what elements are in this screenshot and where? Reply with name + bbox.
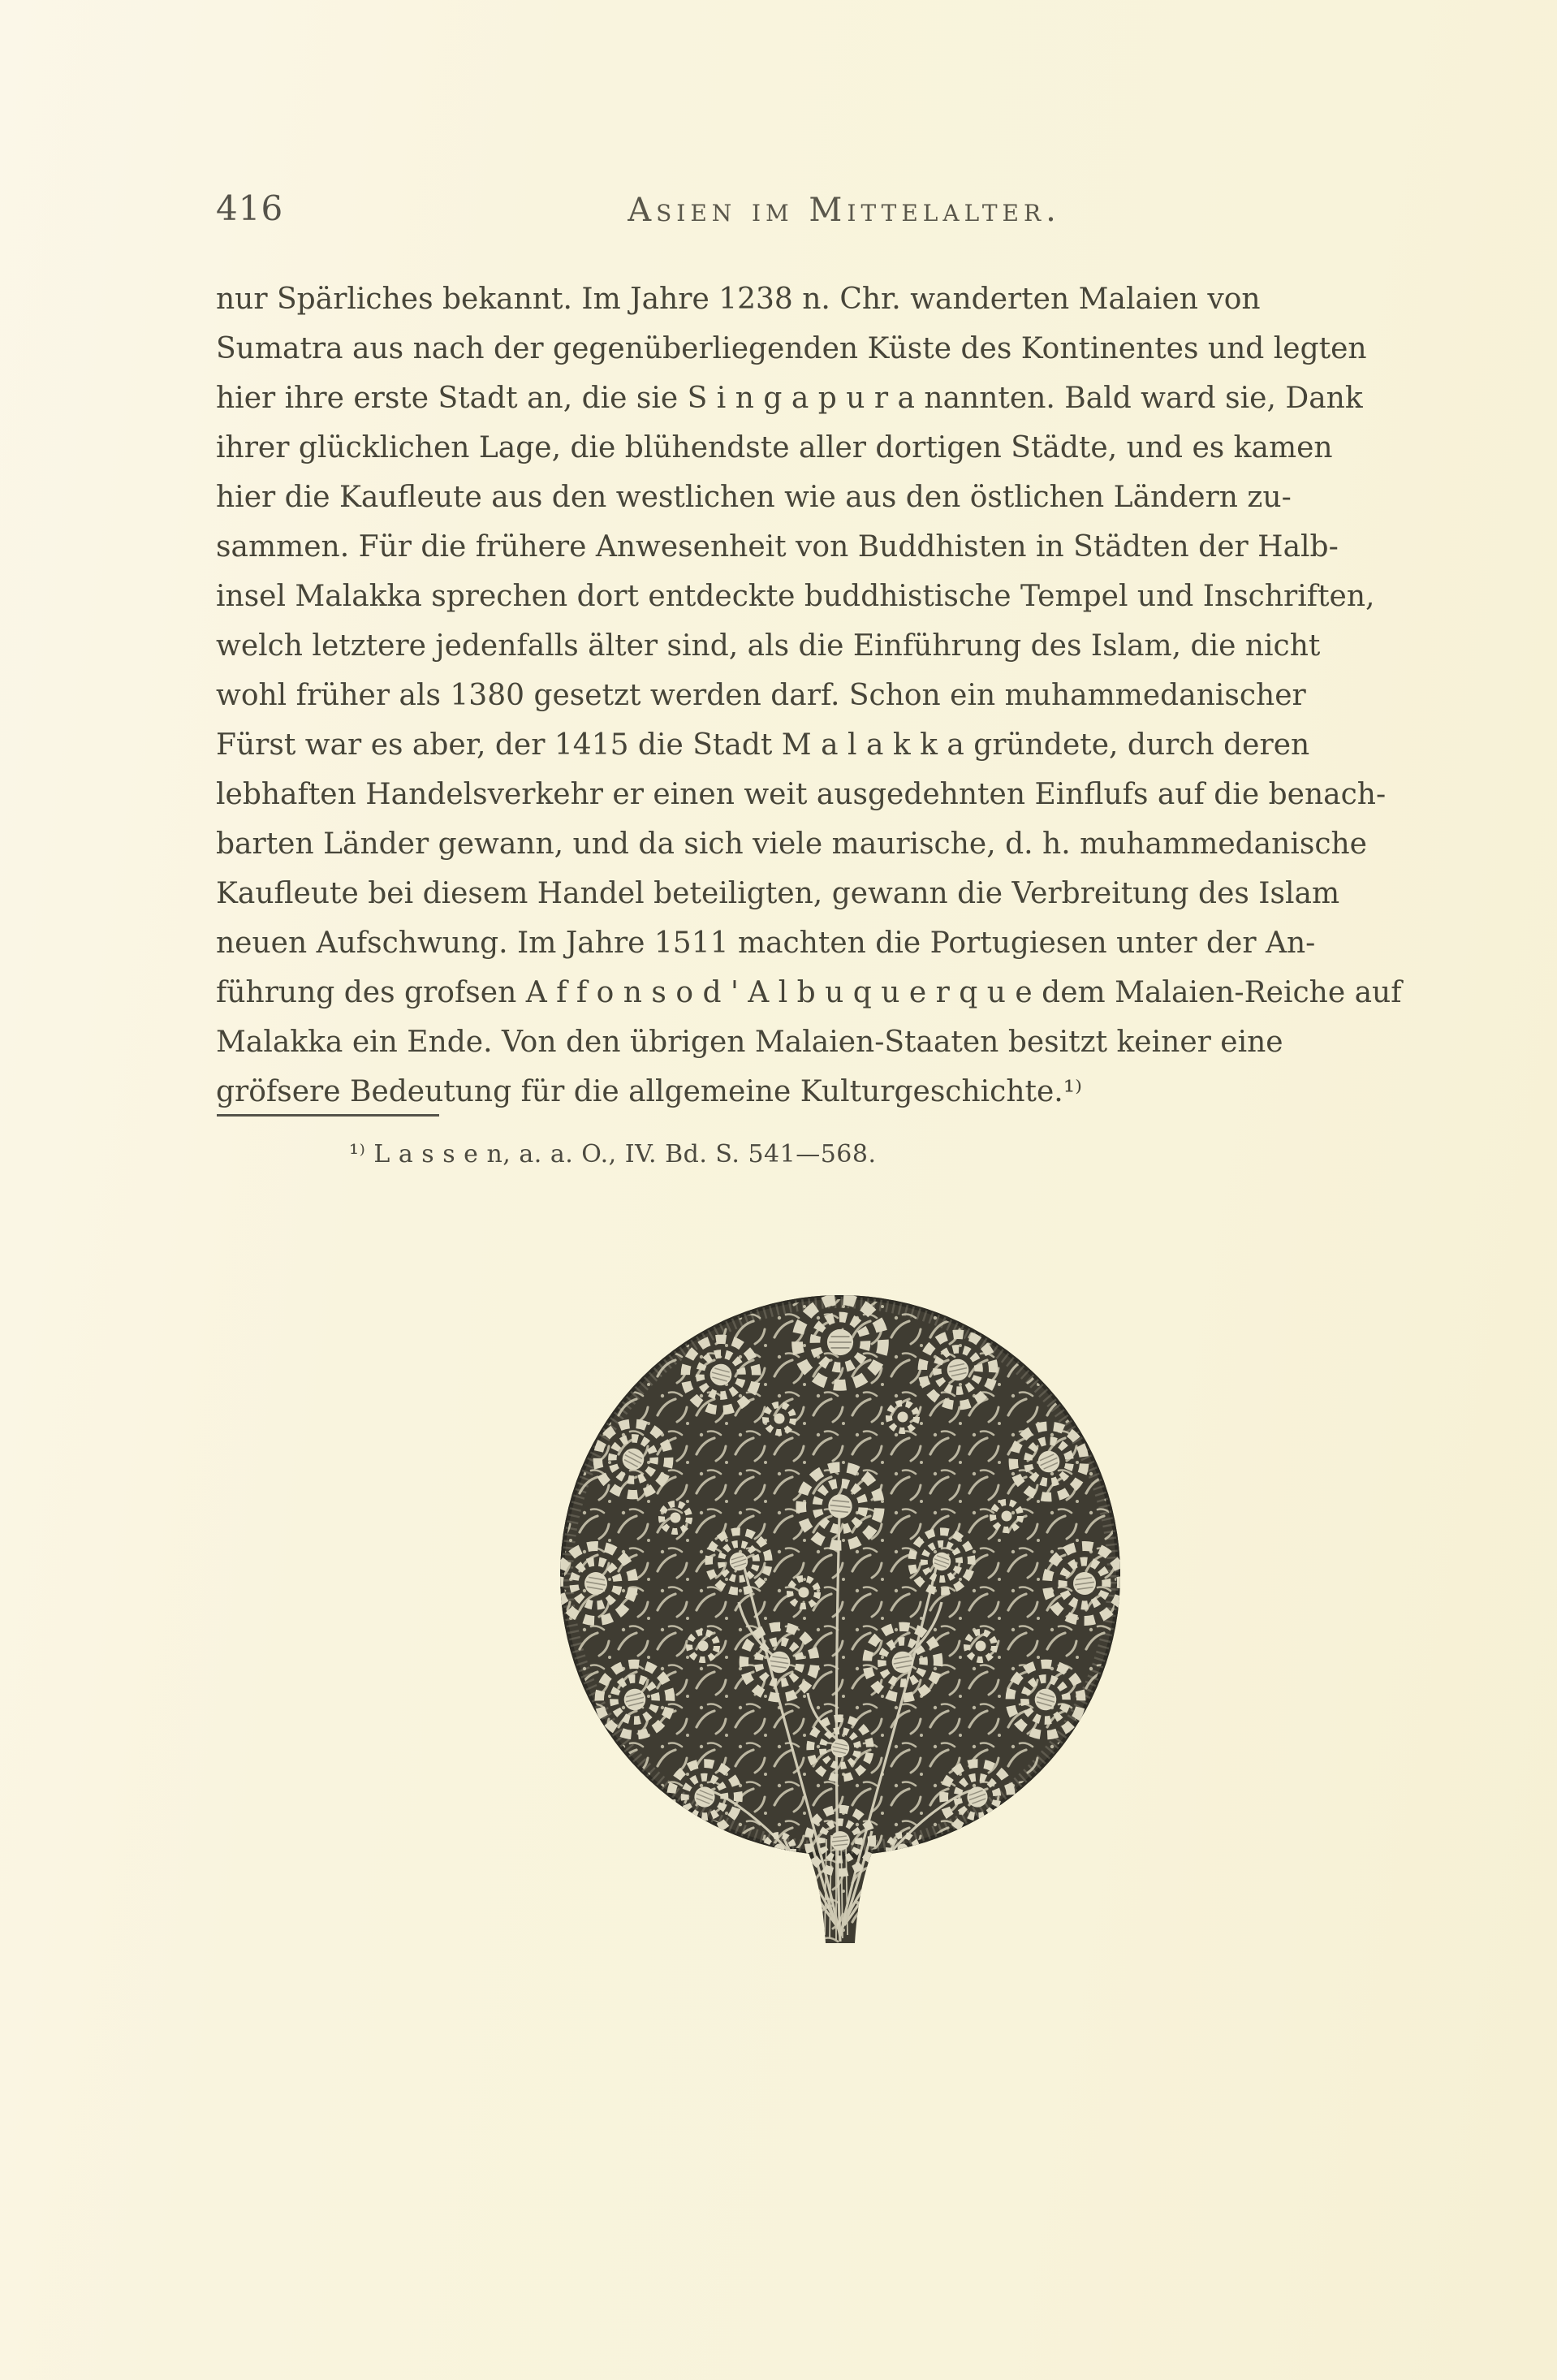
paragraph-line: wohl früher als 1380 gesetzt werden darf. Schon ein muhammedanischer bbox=[216, 679, 1306, 712]
footnote: ¹⁾ L a s s e n, a. a. O., IV. Bd. S. 541—568. bbox=[349, 1140, 877, 1168]
paragraph-line: barten Länder gewann, und da sich viele maurische, d. h. muhammedanische bbox=[216, 827, 1367, 861]
running-head bbox=[0, 188, 1557, 237]
paragraph-line: hier die Kaufleute aus den westlichen wie aus den östlichen Ländern zu- bbox=[216, 481, 1292, 514]
paragraph-line: Fürst war es aber, der 1415 die Stadt M a l a k k a gründete, durch deren bbox=[216, 728, 1310, 762]
paragraph-line: neuen Aufschwung. Im Jahre 1511 machten die Portugiesen unter der An- bbox=[216, 927, 1316, 960]
page-number: 416 bbox=[216, 188, 284, 228]
paragraph-line: sammen. Für die frühere Anwesenheit von Buddhisten in Städten der Halb- bbox=[216, 530, 1339, 564]
paragraph-line: gröfsere Bedeutung für die allgemeine Kulturgeschichte.¹⁾ bbox=[216, 1075, 1082, 1108]
footnote-rule bbox=[217, 1114, 439, 1117]
paragraph-line: Malakka ein Ende. Von den übrigen Malaien-Staaten besitzt keiner eine bbox=[216, 1026, 1283, 1059]
paragraph-line: lebhaften Handelsverkehr er einen weit ausgedehnten Einflufs auf die benach- bbox=[216, 778, 1387, 811]
paragraph-line: ihrer glücklichen Lage, die blühendste aller dortigen Städte, und es kamen bbox=[216, 431, 1333, 464]
floral-fan-engraving bbox=[536, 1271, 1145, 1953]
engraving-ground bbox=[536, 1271, 1145, 1953]
paragraph-line: Kaufleute bei diesem Handel beteiligten, gewann die Verbreitung des Islam bbox=[216, 877, 1340, 910]
paragraph-line: hier ihre erste Stadt an, die sie S i n g a p u r a nannten. Bald ward sie, Dank bbox=[216, 382, 1363, 415]
paragraph-line: nur Spärliches bekannt. Im Jahre 1238 n. Chr. wanderten Malaien von bbox=[216, 283, 1261, 316]
paragraph-line: welch letztere jedenfalls älter sind, als die Einführung des Islam, die nicht bbox=[216, 629, 1321, 663]
running-title: Asien im Mittelalter. bbox=[628, 192, 1061, 229]
paragraph-line: Sumatra aus nach der gegenüberliegenden Küste des Kontinentes und legten bbox=[216, 332, 1367, 365]
paragraph-line: insel Malakka sprechen dort entdeckte buddhistische Tempel und Inschriften, bbox=[216, 580, 1375, 613]
paragraph bbox=[216, 274, 1469, 1117]
paragraph-line: führung des grofsen A f f o n s o d ' A l b u q u e r q u e dem Malaien-Reiche auf bbox=[216, 976, 1402, 1009]
